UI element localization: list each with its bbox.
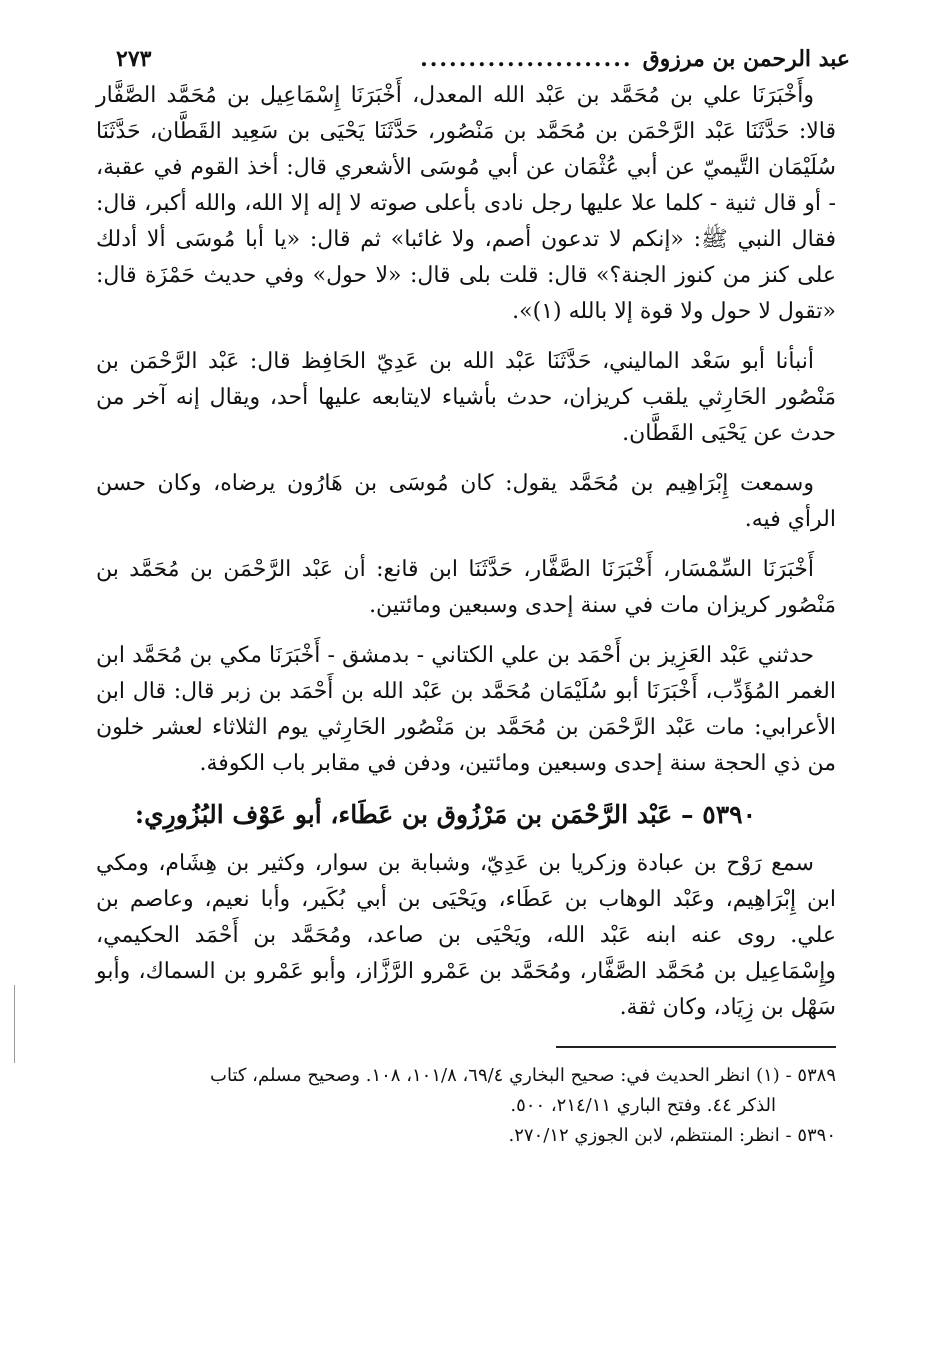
entry-dash: – (672, 800, 694, 829)
paragraph-ibrahim: وسمعت إِبْرَاهِيم بن مُحَمَّد يقول: كان مُوسَى بن هَارُون يرضاه، وكان حسن الرأي فيه. (96, 471, 836, 532)
paragraph-hadith: وأَخْبَرَنَا علي بن مُحَمَّد بن عَبْد الله المعدل، أَخْبَرَنَا إِسْمَاعِيل بن مُحَمَّد الصَّفَّار قالا: حَدَّثَنَا عَبْد الرَّحْمَن بن مُحَمَّد بن مَنْصُور، حَدَّثَنَا يَحْيَى بن سَعِيد القَطَّان، حَدَّثَنَا سُلَيْمَان التَّيميّ عن أبي عُثْمَان عن أبي مُوسَى الأشعري قال: أخذ القوم في عقبة، - أو قال ثنية - كلما علا عليها رجل نادى بأعلى صوته لا إله إلا الله، والله أكبر، قال: فقال النبي ﷺ: «إنكم لا تدعون أصم، ولا غائبا» ثم قال: «يا أبا مُوسَى ألا أدلك على كنز من كنوز الجنة؟» قال: قلت بلى قال: «لا حول» وفي حديث حَمْزَة قال: «تقول لا حول ولا قوة إلا بالله (١)». (96, 83, 836, 324)
paragraph-simsar: أَخْبَرَنَا السِّمْسَار، أَخْبَرَنَا الصَّفَّار، حَدَّثَنَا ابن قانع: أن عَبْد الرَّحْمَن بن مُحَمَّد بن مَنْصُور كريزان مات في سنة إحدى وسبعين ومائتين. (96, 557, 836, 618)
footnote-5390: ٥٣٩٠ - انظر: المنتظم، لابن الجوزي ٢٧٠/١٢. (508, 1125, 836, 1146)
paragraph-kattani: حدثني عَبْد العَزِيز بن أَحْمَد بن علي الكتاني - بدمشق - أَخْبَرَنَا مكي بن مُحَمَّد ابن الغمر المُؤَدِّب، أَخْبَرَنَا أبو سُلَيْمَان مُحَمَّد بن عَبْد الله بن أَحْمَد بن زبر قال: قال ابن الأعرابي: مات عَبْد الرَّحْمَن بن مُحَمَّد بن مَنْصُور الحَارِثي يوم الثلاثاء لعشر خلون من ذي الحجة سنة إحدى وسبعين ومائتين، ودفن في مقابر باب الكوفة. (96, 643, 836, 776)
leader-dots: ...................... (420, 46, 633, 72)
margin-mark (14, 985, 17, 1063)
entry-heading (96, 796, 836, 834)
running-header (116, 44, 850, 74)
page-number: ٢٧٣ (116, 46, 152, 72)
running-title: عبد الرحمن بن مرزوق (642, 46, 850, 72)
entry-title: عَبْد الرَّحْمَن بن مَرْزُوق بن عَطَاء، أبو عَوْف البُزُورِي: (134, 800, 673, 829)
footnote-5389: ٥٣٨٩ - (١) انظر الحديث في: صحيح البخاري ٦٩/٤، ١٠١/٨، ١٠٨. وصحيح مسلم، كتاب (210, 1065, 836, 1086)
entry-number: ٥٣٩٠ (702, 800, 756, 829)
footnote-rule (556, 1046, 836, 1048)
paragraph-maalini: أنبأنا أبو سَعْد الماليني، حَدَّثَنَا عَبْد الله بن عَدِيّ الحَافِظ قال: عَبْد الرَّحْمَن بن مَنْصُور الحَارِثي يلقب كريزان، حدث بأشياء لايتابعه عليها أحد، ويقال إنه آخر من حدث عن يَحْيَى القَطَّان. (96, 349, 836, 446)
footnote-5389-cont: الذكر ٤٤. وفتح الباري ٢١٤/١١، ٥٠٠. (510, 1095, 776, 1116)
entry-text: سمع رَوْح بن عبادة وزكريا بن عَدِيّ، وشبابة بن سوار، وكثير بن هِشَام، ومكي ابن إِبْرَاهِيم، وعَبْد الوهاب بن عَطَاء، ويَحْيَى بن أبي بُكَير، وأبا نعيم، وعاصم بن علي. روى عنه ابنه عَبْد الله، ويَحْيَى بن صاعد، ومُحَمَّد بن أَحْمَد الحكيمي، وإِسْمَاعِيل بن مُحَمَّد الصَّفَّار، ومُحَمَّد بن عَمْرو الرَّزَّاز، وأبو عَمْرو بن السماك، وأبو سَهْل بن زِيَاد، وكان ثقة. (96, 851, 836, 1020)
